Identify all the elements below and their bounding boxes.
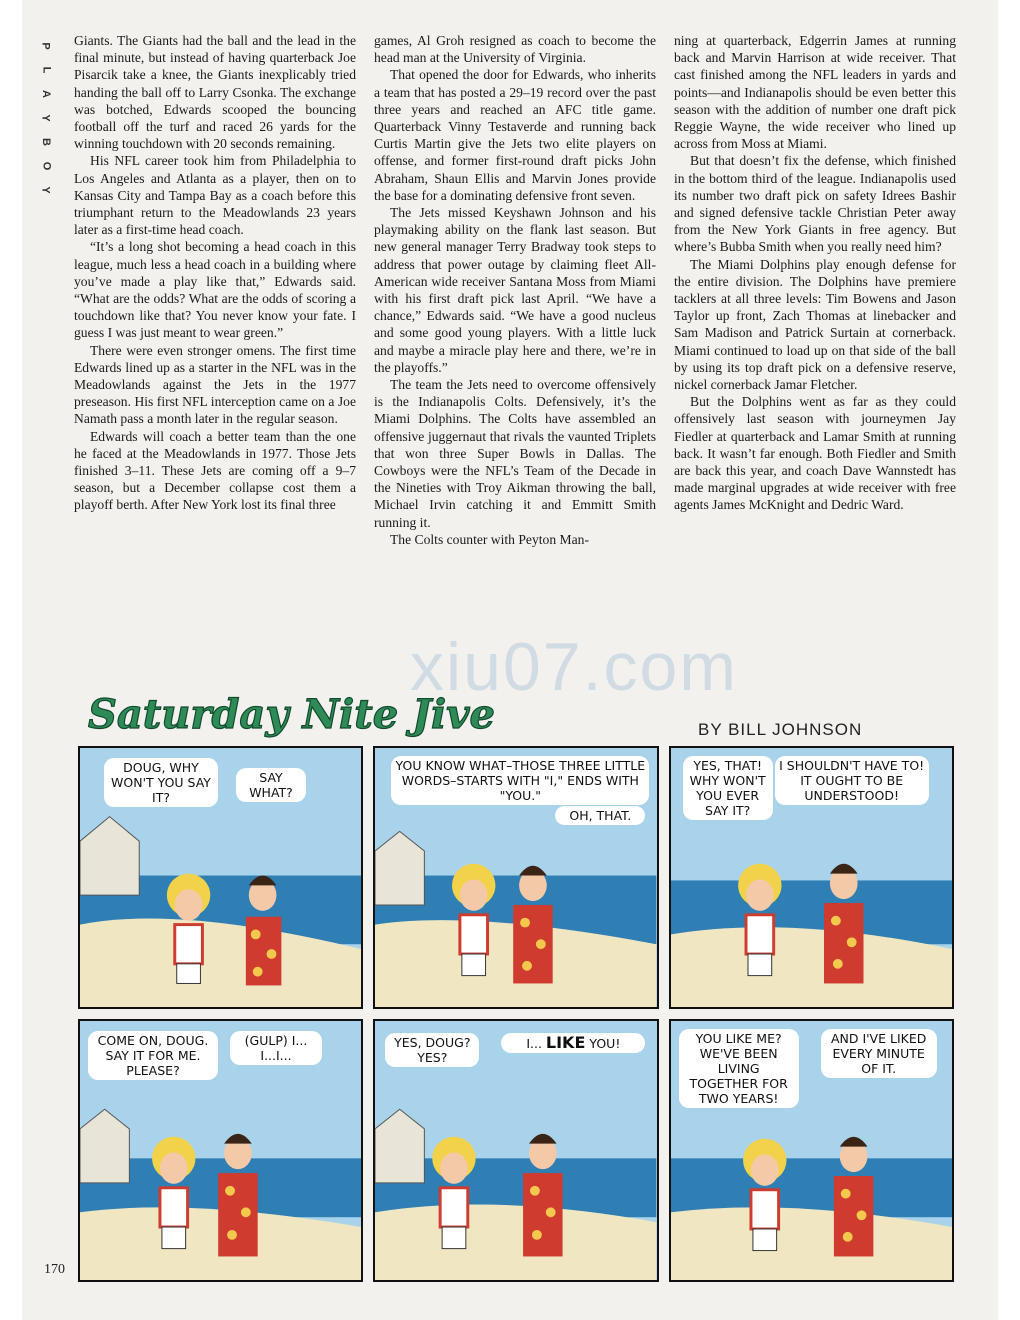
speech-text-emphasis: LIKE (545, 1033, 586, 1052)
comic-panel-3 (669, 746, 954, 1009)
sidebar-letter: Y (40, 114, 52, 122)
comic-panel-5 (373, 1019, 658, 1282)
article-column-3 (674, 32, 956, 658)
article-paragraph: That opened the door for Edwards, who inherits a team that has posted a 29–19 record over the past three years and reached an AFC title game. Quarterback Vinny Testaverde and running back Curtis Martin give the Jets two elite players on offense, and former first-round draft picks John Abraham, Shaun Ellis and Marvin Jones provide the base for a dominating defensive front seven. (374, 67, 656, 203)
article-column-2 (374, 32, 656, 658)
article-column-1 (74, 32, 356, 658)
speech-bubble: YOU KNOW WHAT–THOSE THREE LITTLE WORDS–STARTS WITH "I," ENDS WITH "YOU." (391, 756, 649, 805)
speech-bubble: AND I'VE LIKED EVERY MINUTE OF IT. (821, 1029, 937, 1078)
comic-byline: BY BILL JOHNSON (698, 720, 863, 739)
speech-bubble: YES, DOUG? YES? (385, 1033, 479, 1067)
speech-bubble-emphasis (501, 1033, 645, 1053)
comic-panel-1 (78, 746, 363, 1009)
article-paragraph: The team the Jets need to overcome offensively is the Indianapolis Colts. Defensively, it’s the Miami Dolphins. The Colts have assembled an offensive juggernaut that rivals the vaunted Triplets that won three Super Bowls in Dallas. The Cowboys were the NFL’s Team of the Decade in the Nineties with Troy Aikman throwing the ball, Michael Irvin catching it and Emmitt Smith running it. (374, 377, 656, 530)
article-paragraph: Edwards will coach a better team than the one he faced at the Meadowlands in 1977. Those Jets finished 3–11. These Jets are coming off a 9–7 season, but a December collapse cost them a playoff berth. After New York lost its final three (74, 428, 356, 513)
comic-title-logo (84, 690, 564, 740)
article-paragraph: “It’s a long shot becoming a head coach in this league, much less a head coach in a building where you’ve made a play like that,” Edwards said. “What are the odds? What are the odds of scoring a touchdown like that? You never know your fate. I guess I was just meant to wear green.” (74, 239, 356, 341)
sidebar-letter: O (40, 161, 52, 171)
speech-text: YOU! (589, 1036, 621, 1051)
page-number: 170 (44, 1262, 65, 1277)
comic-strip (78, 746, 954, 1282)
site-watermark: xiu07.com (410, 629, 738, 705)
article-paragraph: His NFL career took him from Philadelphia to Los Angeles and Atlanta as a player, then on to Kansas City and Tampa Bay as a coach before this triumphant return to the Meadowlands 23 years later as a first-time head coach. (74, 153, 356, 238)
article-body (74, 32, 956, 658)
comic-title: Saturday Nite Jive (88, 691, 495, 738)
sidebar-letter: P (40, 42, 52, 50)
magazine-sidebar-label (36, 34, 56, 202)
speech-bubble: YES, THAT! WHY WON'T YOU EVER SAY IT? (683, 756, 773, 820)
sidebar-letter: A (39, 90, 52, 98)
article-paragraph: The Jets missed Keyshawn Johnson and his playmaking ability on the flank last season. But new general manager Terry Bradway took steps to address that power outage by claiming fleet All-American wide receiver Santana Moss from Miami with his first draft pick last April. “We have a chance,” Edwards said. “We have a good nucleus and some good young players. With a little luck and maybe a miracle play here and there, we’re in the playoffs.” (374, 205, 656, 375)
sidebar-letter: B (39, 138, 52, 146)
comic-panel-4 (78, 1019, 363, 1282)
speech-bubble: OH, THAT. (555, 806, 645, 825)
sidebar-letter: L (39, 66, 52, 74)
article-paragraph: ning at quarterback, Edgerrin James at running back and Marvin Harrison at wide receiver. That cast finished among the NFL leaders in yards and points—and Indianapolis should be even better this season with the addition of number one draft pick Reggie Wayne, the wide receiver who lined up across from Moss at Miami. (674, 33, 956, 152)
speech-bubble: SAY WHAT? (236, 768, 306, 802)
article-paragraph: But that doesn’t fix the defense, which finished in the bottom third of the league. Indianapolis used its number two draft pick on safety Idrees Bashir and signed defensive tackle Christian Peter away from the New York Giants in free agency. But where’s Bubba Smith when you really need him? (674, 153, 956, 255)
speech-bubble: (GULP) I... I...I... (230, 1031, 322, 1065)
comic-panel-2 (373, 746, 658, 1009)
article-paragraph: But the Dolphins went as far as they could offensively last season with journeymen Jay Fiedler at quarterback and Lamar Smith at running back. It wasn’t far enough. Both Fiedler and Smith are back this year, and coach Dave Wannstedt has made marginal upgrades at wide receiver with free agents James McKnight and Dedric Ward. (674, 394, 956, 513)
comic-panel-6 (669, 1019, 954, 1282)
article-paragraph: games, Al Groh resigned as coach to become the head man at the University of Virginia. (374, 33, 656, 66)
sidebar-letter: Y (40, 186, 52, 194)
speech-bubble: YOU LIKE ME? WE'VE BEEN LIVING TOGETHER FOR TWO YEARS! (679, 1029, 799, 1108)
speech-bubble: COME ON, DOUG. SAY IT FOR ME. PLEASE? (88, 1031, 218, 1080)
article-paragraph: The Miami Dolphins play enough defense for the entire division. The Dolphins have premiere tacklers at all three levels: Tim Bowens and Jason Taylor up front, Zach Thomas at linebacker and Sam Madison and Patrick Surtain at cornerback. Miami continued to load up on that side of the ball by using its top draft pick on a defensive reserve, nickel cornerback Jamar Fletcher. (674, 256, 956, 393)
article-paragraph: The Colts counter with Peyton Man- (390, 531, 589, 547)
article-paragraph: Giants. The Giants had the ball and the lead in the final minute, but instead of having quarterback Joe Pisarcik take a knee, the Giants inexplicably tried handing the ball off to Larry Csonka. The exchange was botched, Edwards scooped the bouncing football off the turf and raced 26 yards for the winning touchdown with 20 seconds remaining. (74, 33, 356, 152)
speech-bubble: DOUG, WHY WON'T YOU SAY IT? (104, 758, 218, 807)
speech-text: I... (526, 1036, 542, 1051)
article-paragraph: There were even stronger omens. The first time Edwards lined up as a starter in the NFL was in the Meadowlands against the Jets in the 1977 preseason. His first NFL interception came on a Joe Namath pass a month later in the regular season. (74, 342, 356, 427)
speech-bubble: I SHOULDN'T HAVE TO! IT OUGHT TO BE UNDERSTOOD! (775, 756, 929, 805)
